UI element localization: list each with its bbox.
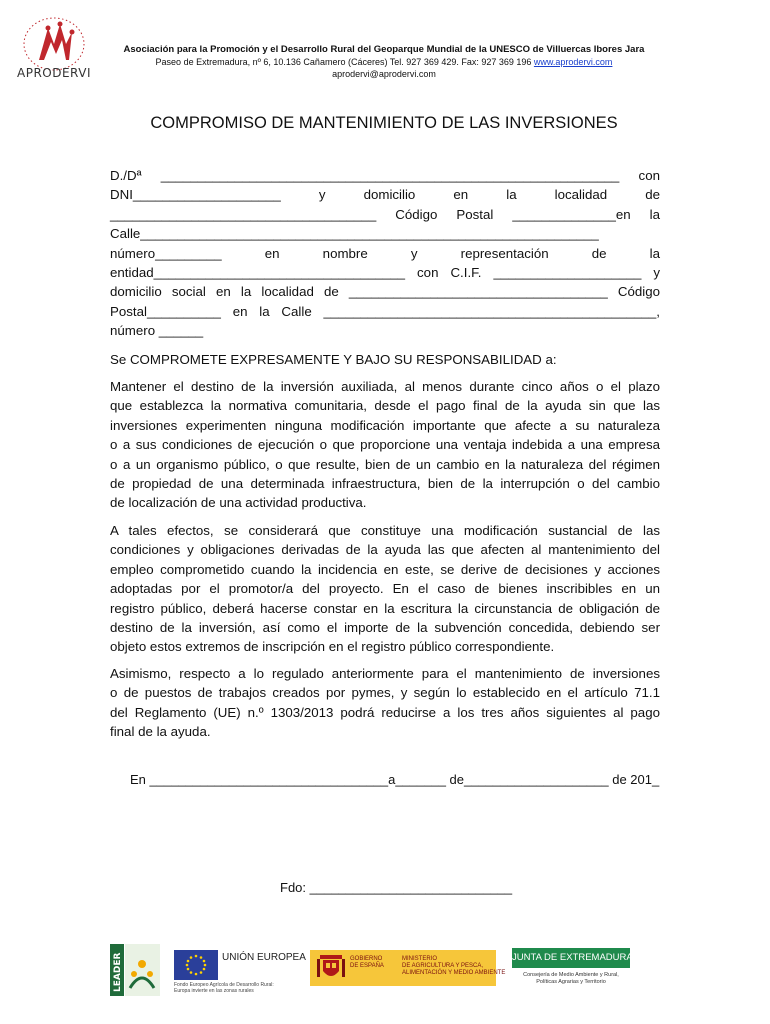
paragraph-line: objeto estos extremos de inscripción en el registro público correspondiente.	[110, 639, 555, 655]
organization-email: aprodervi@aprodervi.com	[332, 69, 436, 79]
commitment-intro: Se COMPROMETE EXPRESAMENTE Y BAJO SU RESPONSABILIDAD a:	[110, 352, 557, 367]
document-title: COMPROMISO DE MANTENIMIENTO DE LAS INVERSIONES	[150, 114, 618, 132]
junta-subtitle-line: Políticas Agrarias y Territorio	[536, 979, 606, 985]
leader-icon	[110, 944, 160, 996]
logo-text: APRODERVI	[17, 66, 91, 80]
form-line[interactable]: Postal__________ en la Calle _____________________________________________,	[110, 303, 660, 319]
government-label-line: GOBIERNO	[350, 956, 383, 962]
paragraph-line: de localización de una actividad productiva.	[110, 495, 367, 511]
signature-line[interactable]: Fdo: ____________________________	[280, 880, 513, 895]
ministry-label	[402, 956, 505, 977]
paragraph-line: inversiones experimenten ninguna modificación importante que afecte a su naturaleza	[110, 417, 660, 433]
eu-subtitle	[174, 982, 274, 994]
paragraph-sme-reduction	[110, 664, 660, 742]
paragraph-line: Mantener el destino de la inversión auxiliada, al menos durante cinco años o el plazo	[110, 379, 660, 394]
paragraph-line: del Reglamento (UE) n.º 1303/2013 podrá reducirse a los tres años siguientes al pago	[110, 704, 660, 720]
eu-logo	[174, 950, 306, 994]
ministry-label-line: ALIMENTACIÓN Y MEDIO AMBIENTE	[402, 970, 506, 976]
form-line[interactable]: número_________ en nombre y representación de la	[110, 245, 660, 261]
government-label	[350, 956, 384, 970]
paragraph-line: final de la ayuda.	[110, 724, 211, 740]
date-place-line[interactable]: En _________________________________a_______ de____________________ de 201_	[130, 772, 660, 787]
organization-name: Asociación para la Promoción y el Desarrollo Rural del Geoparque Mundial de la UNESCO de Villuercas Ibores Jara	[123, 44, 645, 55]
paragraph-line: de propiedad de una determinada infraestructura, bien de la interrupción o del cambio	[110, 476, 660, 492]
address-text: Paseo de Extremadura, nº 6, 10.136 Cañamero (Cáceres) Tel. 927 369 429. Fax: 927 369 196	[155, 57, 534, 67]
leader-text: LEADER	[113, 952, 123, 992]
eu-title: UNIÓN EUROPEA	[222, 952, 306, 963]
paragraph-line: adoptadas por el promotor/a del proyecto. En el caso de bienes inscribibles en un	[110, 581, 660, 597]
coat-of-arms-icon	[316, 953, 346, 983]
junta-extremadura-logo	[512, 948, 633, 990]
form-line[interactable]: DNI____________________ y domicilio en la localidad de	[110, 187, 660, 203]
organization-address	[100, 57, 668, 67]
leader-logo	[110, 944, 160, 996]
aprodervi-logo-icon	[14, 14, 94, 72]
junta-subtitle-line: Consejería de Medio Ambiente y Rural,	[523, 972, 619, 978]
paragraph-line: que establezca la normativa comunitaria, desde el pago final de la ayuda sin que las	[110, 398, 660, 414]
paragraph-line: destino de la inversión, así como el importe de la subvención concedida, debiendo ser	[110, 620, 660, 636]
junta-title: JUNTA DE EXTREMADURA	[512, 948, 630, 968]
paragraph-line: Asimismo, respecto a lo regulado anteriormente para el mantenimiento de inversiones	[110, 666, 660, 681]
paragraph-line: empleo comprometido cuando la incidencia en este, se derive de decisiones y acciones	[110, 561, 660, 577]
form-line[interactable]: D./Dª ______________________________________________________________ con	[110, 168, 660, 183]
eu-flag-icon	[174, 950, 218, 980]
paragraph-line: A tales efectos, se considerará que constituye una modificación sustancial de las	[110, 523, 660, 538]
eu-subtitle-line: Fondo Europeo Agrícola de Desarrollo Rural:	[174, 982, 274, 988]
paragraph-line: o de puestos de trabajos creados por pymes, y según lo establecido en el artículo 71.1	[110, 685, 660, 701]
government-label-line: DE ESPAÑA	[350, 963, 384, 969]
form-line[interactable]: entidad__________________________________ con C.I.F. ____________________ y	[110, 264, 660, 280]
applicant-data-form	[110, 166, 660, 341]
ministry-logo	[310, 950, 506, 986]
ministry-label-line: DE AGRICULTURA Y PESCA,	[402, 963, 484, 969]
form-line[interactable]: domicilio social en la localidad de ___________________________________ Código	[110, 284, 660, 300]
form-line[interactable]: número ______	[110, 323, 204, 339]
website-link[interactable]: www.aprodervi.com	[533, 57, 613, 67]
paragraph-substantial-modification	[110, 521, 660, 657]
form-line[interactable]: ____________________________________ Código Postal ______________en la	[110, 206, 660, 222]
paragraph-line: o a un organismo público, o que resulte, bien de un cambio en la naturaleza del régimen	[110, 456, 660, 472]
ministry-label-line: MINISTERIO	[402, 956, 438, 962]
paragraph-line: registro público, deberá hacerse constar en la escritura la circunstancia de obligación de	[110, 600, 660, 616]
paragraph-line: condiciones y obligaciones derivadas de la ayuda las que afecten al mantenimiento del	[110, 542, 660, 558]
paragraph-line: o a sus condiciones de ejecución o que proporcione una ventaja indebida a una empresa	[110, 437, 660, 453]
junta-subtitle	[512, 972, 630, 986]
form-line[interactable]: Calle______________________________________________________________	[110, 226, 599, 242]
paragraph-maintenance	[110, 377, 660, 513]
eu-subtitle-line: Europa invierte en las zonas rurales	[174, 988, 254, 994]
